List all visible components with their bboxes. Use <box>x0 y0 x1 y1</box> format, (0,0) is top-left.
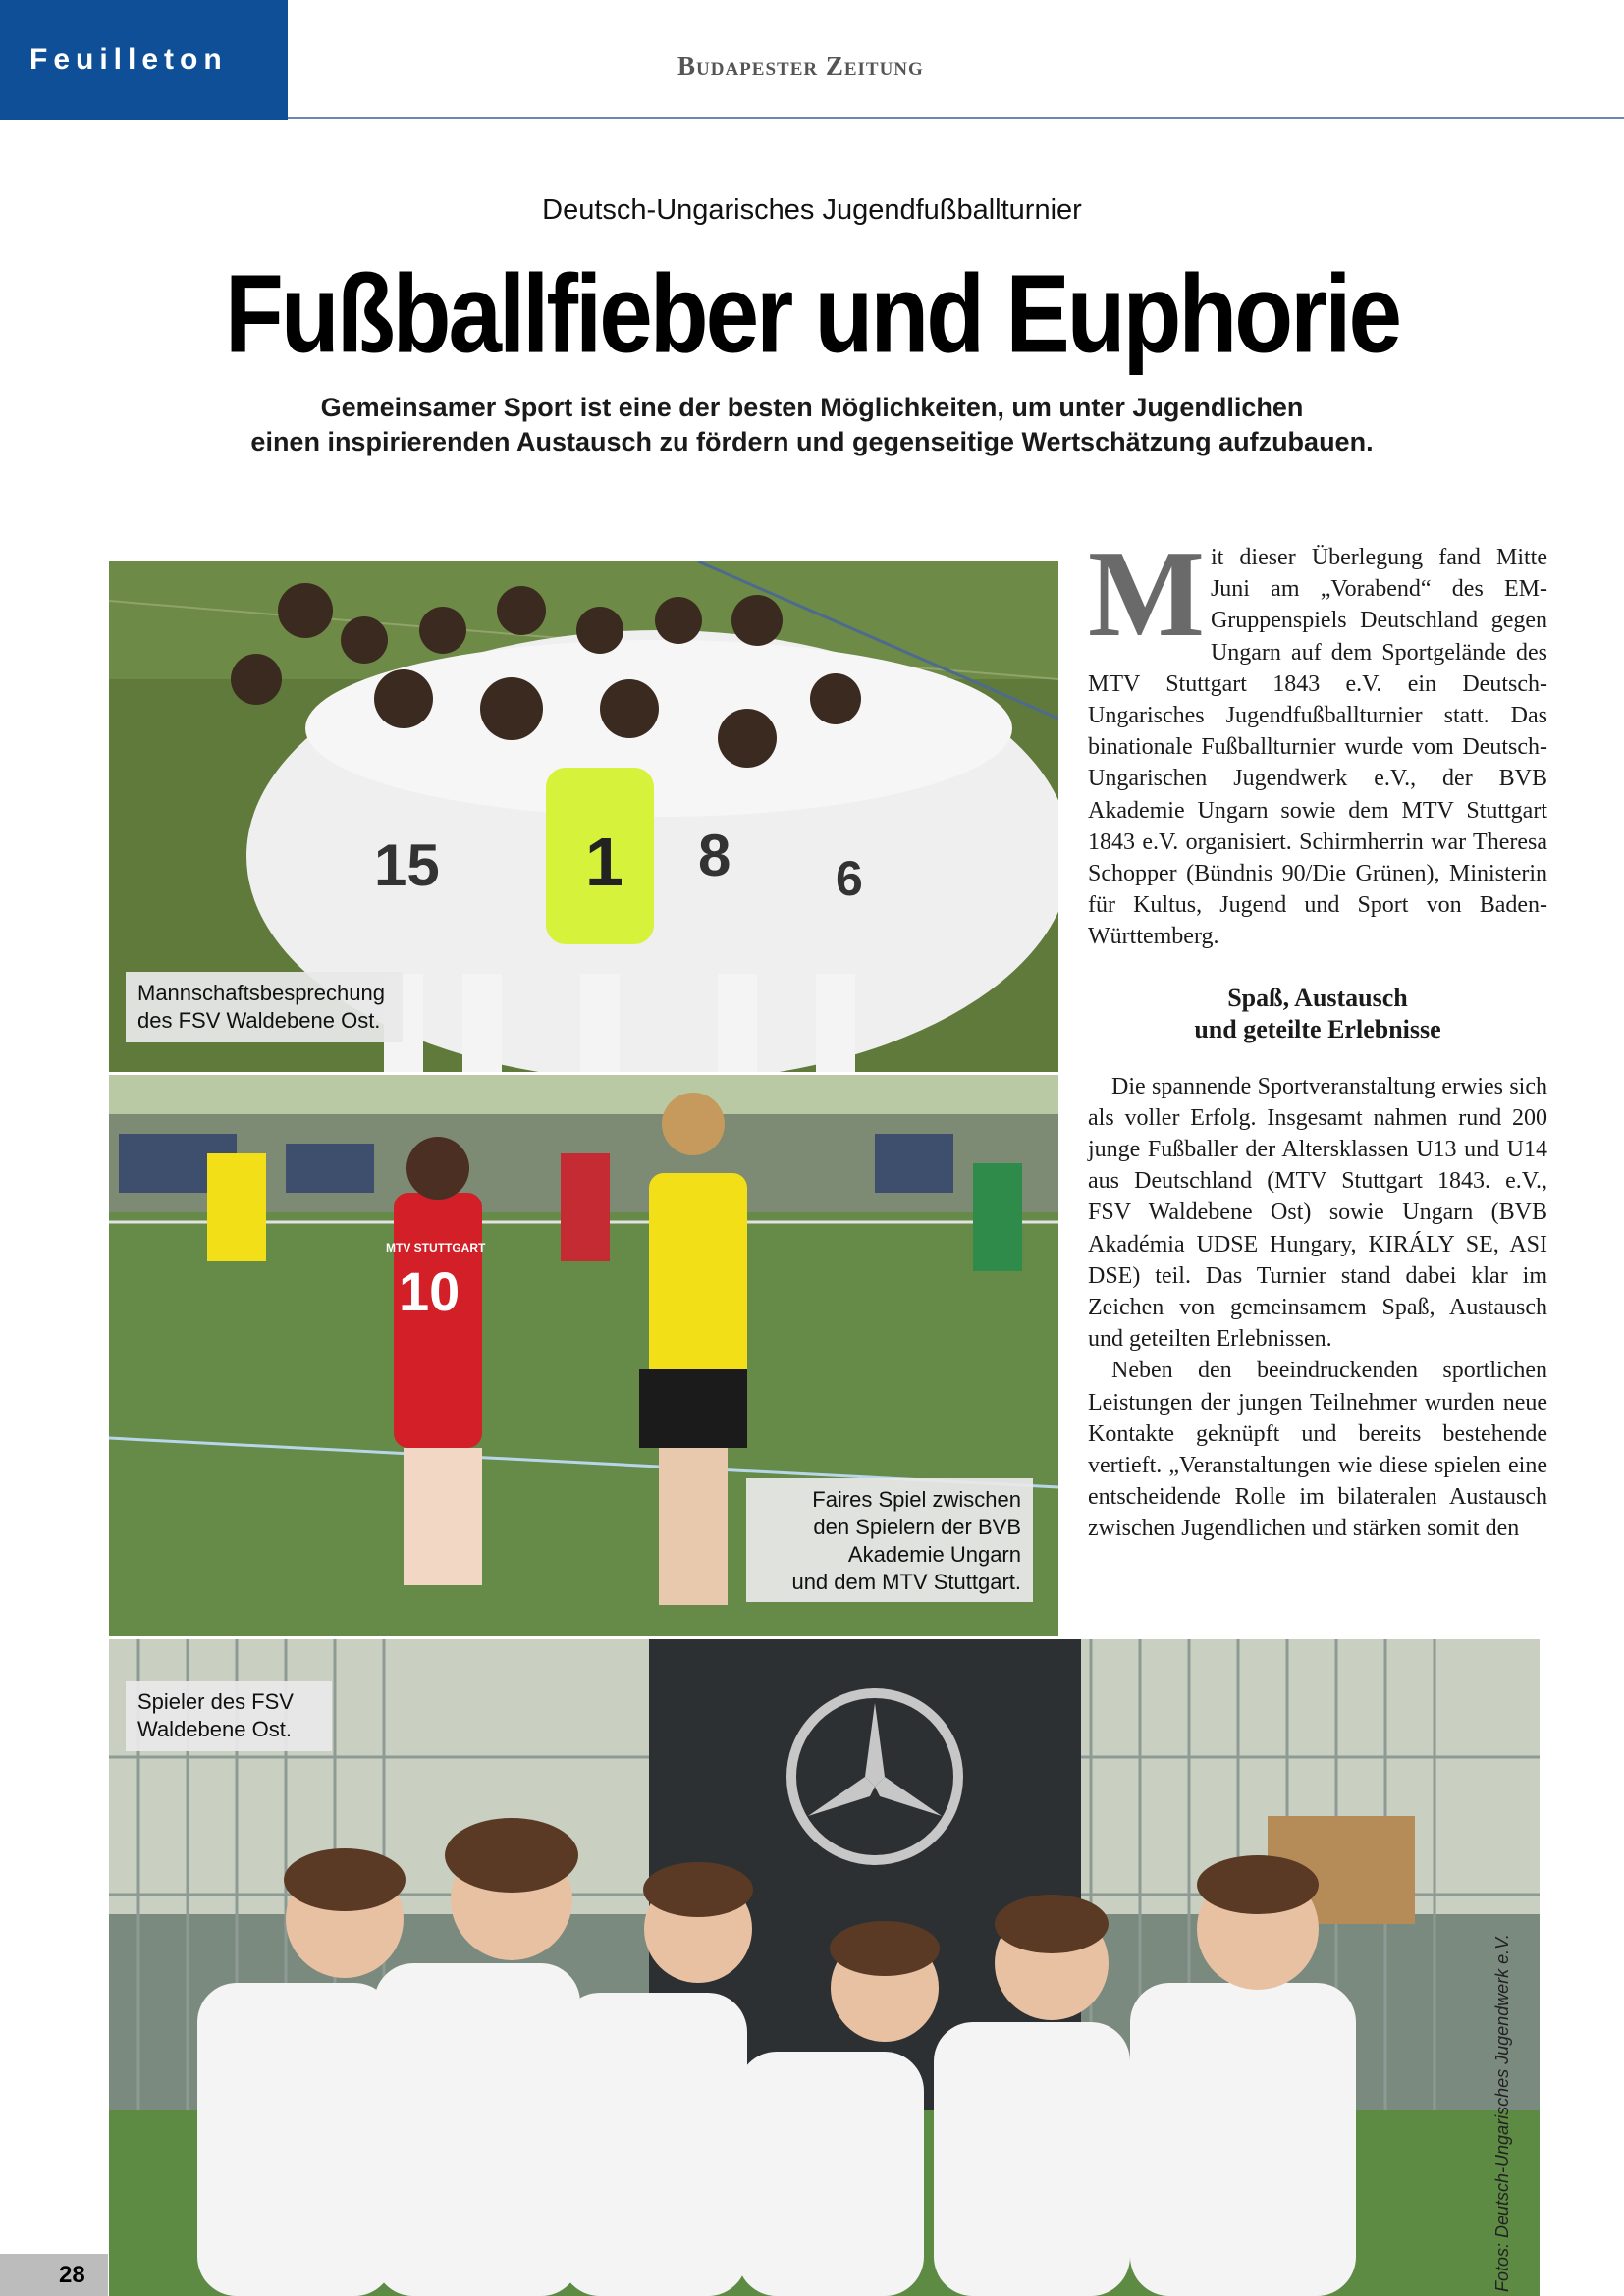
shirt-text: MTV STUTTGART <box>386 1241 486 1255</box>
article-kicker: Deutsch-Ungarisches Jugendfußballturnier <box>542 194 1082 226</box>
jersey-number: 15 <box>374 832 440 898</box>
jersey-number: 1 <box>585 824 623 900</box>
caption-line: des FSV Waldebene Ost. <box>137 1008 381 1033</box>
lead-line: Gemeinsamer Sport ist eine der besten Möglichkeiten, um unter Jugendlichen <box>320 393 1304 422</box>
article-body <box>1088 526 1547 1545</box>
publication-name: Budapester Zeitung <box>677 51 924 80</box>
paragraph-text: it dieser Überlegung fand Mitte Juni am „Vorabend“ des EM-Gruppenspiels Deutschland gegen Ungarn auf dem Sportgelände des MTV Stuttgart 1843 e.V. ein Deutsch-Ungarisches Jugendfußballturnier statt. Das binationale Fußballturnier wurde vom Deutsch-Ungarischen Jugendwerk e.V., der BVB Akademie Ungarn sowie dem MTV Stuttgart 1843 e.V. organisiert. Schirmherrin war Theresa Schopper (Bündnis 90/Die Grünen), Ministerin für Kultus, Jugend und Sport von Baden-Württemberg. <box>1088 545 1547 950</box>
photo-caption <box>126 1681 332 1751</box>
article-paragraph <box>1088 526 1547 953</box>
article-headline: Fußballfieber und Euphorie <box>225 250 1399 376</box>
jersey-number: 6 <box>836 851 863 906</box>
subhead-line: und geteilte Erlebnisse <box>1194 1014 1441 1043</box>
article-lead <box>0 391 1624 459</box>
article-subhead <box>1088 983 1547 1045</box>
caption-line: und dem MTV Stuttgart. <box>791 1570 1021 1594</box>
lead-line: einen inspirierenden Austausch zu fördern und gegenseitige Wertschätzung aufzubauen. <box>250 427 1374 456</box>
photo-caption <box>746 1478 1033 1602</box>
photo-caption <box>126 972 403 1042</box>
drop-cap: M <box>1088 526 1205 663</box>
page-number: 28 <box>0 2254 108 2296</box>
caption-line: Waldebene Ost. <box>137 1717 292 1741</box>
caption-line: Faires Spiel zwischen <box>812 1487 1021 1512</box>
article-paragraph: Die spannende Sportveranstaltung erwies sich als voller Erfolg. Insgesamt nahmen rund 200 junge Fußballer der Altersklassen U13 und U14 aus Deutschland (MTV Stuttgart 1843. e.V., FSV Waldebene Ost) sowie Ungarn (BVB Akadémia UDSE Hungary, KIRÁLY SE, ASI DSE) teil. Das Turnier stand dabei klar im Zeichen von gemeinsamem Spaß, Austausch und geteilten Erlebnissen. <box>1088 1073 1547 1353</box>
caption-line: Spieler des FSV <box>137 1689 294 1714</box>
jersey-number: 10 <box>399 1260 460 1322</box>
header-rule <box>288 117 1624 119</box>
article-paragraph: Neben den beeindruckenden sportlichen Leistungen der jungen Teilnehmer wurden neue Kontakte geknüpft und bereits bestehende vertieft. „Veranstaltungen wie diese spielen eine entscheidende Rolle im bilateralen Austausch zwischen Jugendlichen und stärken somit den <box>1088 1358 1547 1542</box>
photo-credit: Fotos: Deutsch-Ungarisches Jugendwerk e.V. <box>1492 1934 1512 2292</box>
subhead-line: Spaß, Austausch <box>1227 983 1408 1012</box>
caption-line: Akademie Ungarn <box>847 1542 1021 1567</box>
caption-line: den Spielern der BVB <box>813 1515 1021 1539</box>
section-tab: Feuilleton <box>0 0 288 120</box>
jersey-number: 8 <box>698 823 731 888</box>
caption-line: Mannschaftsbesprechung <box>137 981 385 1005</box>
